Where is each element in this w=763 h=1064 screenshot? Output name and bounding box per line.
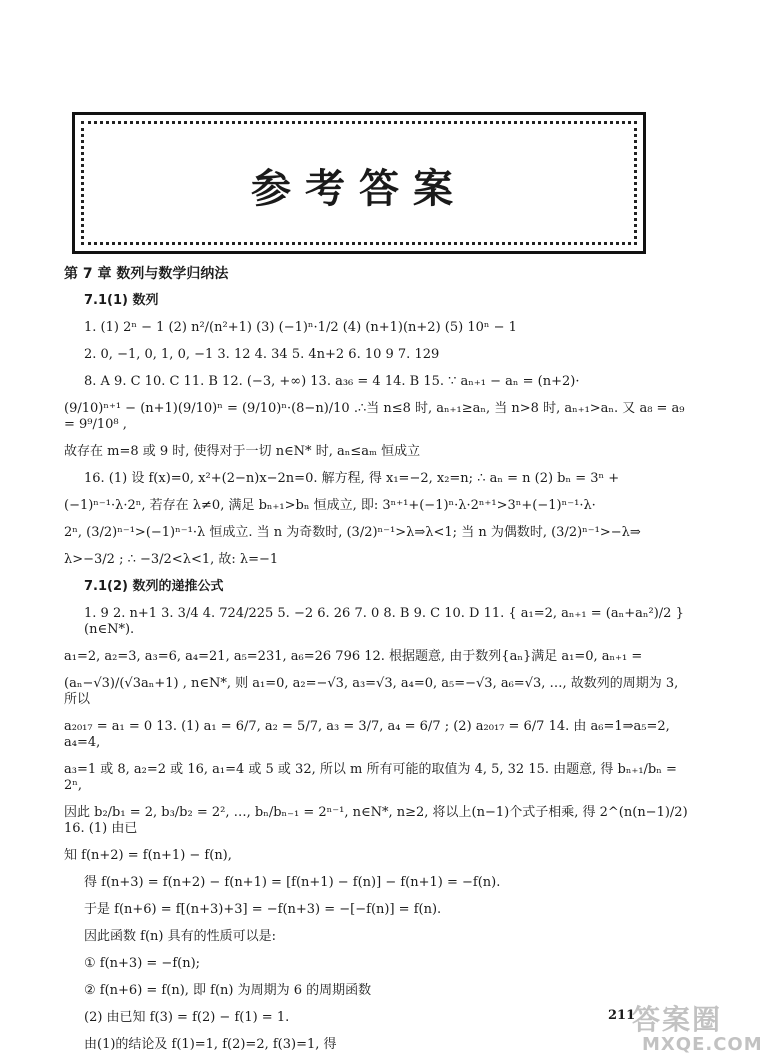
answer-line: 于是 f(n+6) = f[(n+3)+3] = −f(n+3) = −[−f(n)] = f(n). bbox=[84, 902, 442, 917]
answer-line: 16. (1) 设 f(x)=0, x²+(2−n)x−2n=0. 解方程, 得 x₁=−2, x₂=n; ∴ aₙ = n (2) bₙ = 3ⁿ + bbox=[84, 471, 620, 486]
answer-banner bbox=[72, 112, 646, 254]
chapter-title: 第 7 章 数列与数学归纳法 bbox=[64, 266, 229, 282]
answer-line: 2ⁿ, (3/2)ⁿ⁻¹>(−1)ⁿ⁻¹·λ 恒成立. 当 n 为奇数时, (3/2)ⁿ⁻¹>λ⇒λ<1; 当 n 为偶数时, (3/2)ⁿ⁻¹>−λ⇒ bbox=[64, 525, 641, 540]
watermark-logo bbox=[600, 998, 763, 1058]
watermark-top-text: 答案圈 bbox=[632, 1003, 723, 1036]
answer-line: 故存在 m=8 或 9 时, 使得对于一切 n∈N* 时, aₙ≤aₘ 恒成立 bbox=[64, 444, 421, 459]
answer-line: 8. A 9. C 10. C 11. B 12. (−3, +∞) 13. a₃₆ = 4 14. B 15. ∵ aₙ₊₁ − aₙ = (n+2)· bbox=[84, 374, 580, 389]
watermark-bottom-text: MXQE.COM bbox=[642, 1034, 763, 1055]
answer-line: 得 f(n+3) = f(n+2) − f(n+1) = [f(n+1) − f(n)] − f(n+1) = −f(n). bbox=[84, 875, 501, 890]
answer-line: (2) 由已知 f(3) = f(2) − f(1) = 1. bbox=[84, 1010, 290, 1025]
answer-line: 因此 b₂/b₁ = 2, b₃/b₂ = 2², …, bₙ/bₙ₋₁ = 2ⁿ⁻¹, n∈N*, n≥2, 将以上(n−1)个式子相乘, 得 2^(n(n−1)/2) 16. (1) 由已 bbox=[64, 805, 688, 836]
page-number: 211 bbox=[608, 1008, 636, 1023]
answer-line: (aₙ−√3)/(√3aₙ+1) , n∈N*, 则 a₁=0, a₂=−√3, a₃=√3, a₄=0, a₅=−√3, a₆=√3, …, 故数列的周期为 3, 所以 bbox=[64, 676, 679, 707]
section-title-7-1-1: 7.1(1) 数列 bbox=[84, 293, 159, 308]
answer-line: 1. (1) 2ⁿ − 1 (2) n²/(n²+1) (3) (−1)ⁿ·1/2 (4) (n+1)(n+2) (5) 10ⁿ − 1 bbox=[84, 320, 517, 335]
answer-line: a₃=1 或 8, a₂=2 或 16, a₁=4 或 5 或 32, 所以 m 所有可能的取值为 4, 5, 32 15. 由题意, 得 bₙ₊₁/bₙ = 2ⁿ, bbox=[64, 762, 677, 793]
answer-line: 由(1)的结论及 f(1)=1, f(2)=2, f(3)=1, 得 bbox=[84, 1037, 337, 1052]
answer-line: 因此函数 f(n) 具有的性质可以是: bbox=[84, 929, 276, 944]
answer-content bbox=[64, 266, 694, 1064]
answer-line: 知 f(n+2) = f(n+1) − f(n), bbox=[64, 848, 232, 863]
answer-line: ② f(n+6) = f(n), 即 f(n) 为周期为 6 的周期函数 bbox=[84, 983, 372, 998]
answer-line: (−1)ⁿ⁻¹·λ·2ⁿ, 若存在 λ≠0, 满足 bₙ₊₁>bₙ 恒成立, 即: 3ⁿ⁺¹+(−1)ⁿ·λ·2ⁿ⁺¹>3ⁿ+(−1)ⁿ⁻¹·λ· bbox=[64, 498, 596, 513]
answer-line: a₂₀₁₇ = a₁ = 0 13. (1) a₁ = 6/7, a₂ = 5/7, a₃ = 3/7, a₄ = 6/7 ; (2) a₂₀₁₇ = 6/7 14. 由 a₆=1⇒a₅=2, a₄=4, bbox=[64, 719, 670, 750]
answer-line: 2. 0, −1, 0, 1, 0, −1 3. 12 4. 34 5. 4n+2 6. 10 9 7. 129 bbox=[84, 347, 440, 362]
section-title-7-1-2: 7.1(2) 数列的递推公式 bbox=[84, 579, 224, 594]
answer-line: (9/10)ⁿ⁺¹ − (n+1)(9/10)ⁿ = (9/10)ⁿ·(8−n)/10 .∴当 n≤8 时, aₙ₊₁≥aₙ, 当 n>8 时, aₙ₊₁>aₙ. 又 a₈ = a₉ = 9⁹/10⁸ , bbox=[64, 401, 685, 432]
banner-title: 参考答案 bbox=[251, 166, 467, 212]
answer-line: a₁=2, a₂=3, a₃=6, a₄=21, a₅=231, a₆=26 796 12. 根据题意, 由于数列{aₙ}满足 a₁=0, aₙ₊₁ = bbox=[64, 649, 643, 664]
answer-line: 1. 9 2. n+1 3. 3/4 4. 724/225 5. −2 6. 26 7. 0 8. B 9. C 10. D 11. { a₁=2, aₙ₊₁ = (aₙ+aₙ²)/2 } (n∈N*). bbox=[84, 606, 684, 637]
answer-line: λ>−3/2 ; ∴ −3/2<λ<1, 故: λ=−1 bbox=[64, 552, 279, 567]
answer-line: ① f(n+3) = −f(n); bbox=[84, 956, 201, 971]
